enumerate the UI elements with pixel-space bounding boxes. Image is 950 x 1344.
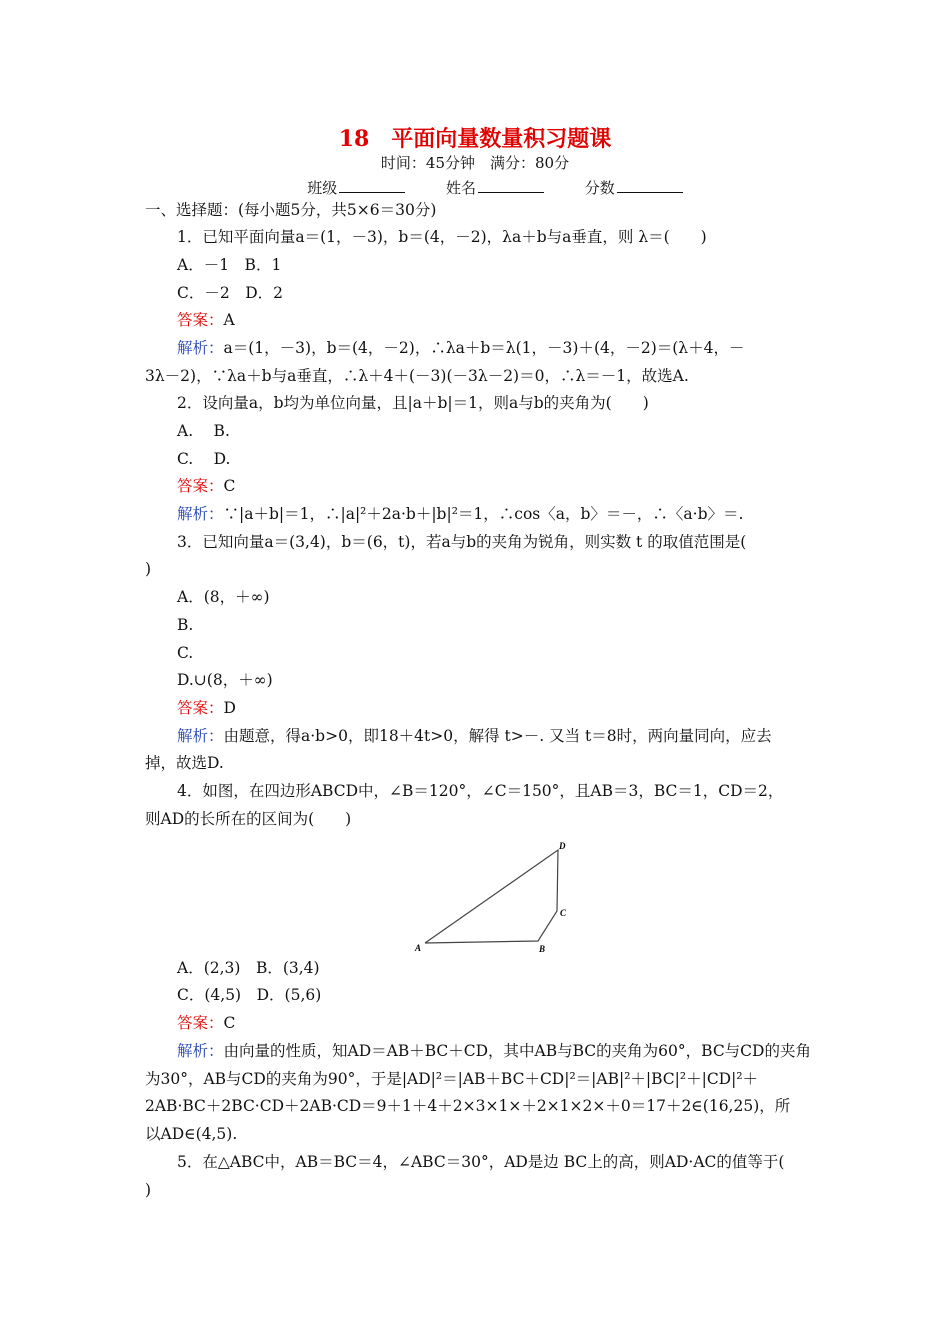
q3-option-d: D.∪(8，＋∞) [177,671,273,689]
q2-analysis: 解析：∵|a＋b|＝1，∴|a|²＋2a·b＋|b|²＝1，∴cos〈a，b〉＝－，∴〈a·b〉＝. [177,505,744,523]
answer-label: 答案： [177,311,224,329]
answer-label: 答案： [177,1014,224,1032]
q1-options-cd: C．－2 D．2 [177,284,284,302]
analysis-label: 解析： [177,505,224,523]
q3-analysis: 解析：由题意，得a·b>0，即18＋4t>0，解得 t>－. 又当 t＝8时，两向量同向，应去 [177,727,772,745]
q5-stem: 5．在△ABC中，AB＝BC＝4，∠ABC＝30°，AD是边 BC上的高，则AD·AC的值等于( [177,1153,785,1171]
q2-stem: 2．设向量a，b均为单位向量，且|a＋b|＝1，则a与b的夹角为( ) [177,394,649,412]
q3-option-a: A．(8，＋∞) [177,588,270,606]
q4-analysis: 解析：由向量的性质，知AD＝AB＋BC＋CD，其中AB与BC的夹角为60°，BC与CD的夹角 [177,1042,811,1060]
q3-answer: 答案：D [177,699,236,717]
exam-time-info: 时间：45分钟 满分：80分 [380,154,570,172]
q5-stem-cont: ) [145,1181,152,1199]
field-score: 分数 [585,177,683,198]
score-blank[interactable] [617,178,683,193]
q4-analysis-cont-2: 2AB·BC＋2BC·CD＋2AB·CD＝9＋1＋4＋2×3×1×＋2×1×2×＋0＝17＋2∈(16,25)，所 [145,1097,791,1115]
q2-options-ab: A. B. [177,422,230,440]
q2-options-cd: C. D. [177,450,231,468]
q3-analysis-cont: 掉，故选D. [145,754,224,772]
q1-answer: 答案：A [177,311,235,329]
quadrilateral-figure [410,838,580,956]
vertex-label-d: D [559,841,566,851]
answer-label: 答案： [177,699,224,717]
vertex-label-c: C [560,908,567,918]
q4-stem-cont: 则AD的长所在的区间为( ) [145,810,352,828]
student-info-fields [20,177,950,198]
q3-option-c: C. [177,644,194,662]
q1-analysis: 解析：a＝(1，－3)，b＝(4，－2)，∴λa＋b＝λ(1，－3)＋(4，－2)＝(λ＋4，－ [177,339,745,357]
quadrilateral-shape [425,850,558,943]
vertex-label-b: B [539,944,546,954]
section-heading: 一、选择题：(每小题5分，共5×6＝30分) [145,201,437,219]
page-title: 18 平面向量数量积习题课 [338,126,612,152]
q3-stem-cont: ) [145,560,152,578]
q2-answer: 答案：C [177,477,236,495]
name-blank[interactable] [478,178,544,193]
analysis-label: 解析： [177,1042,224,1060]
class-blank[interactable] [339,178,405,193]
vertex-label-a: A [415,943,422,953]
q4-analysis-cont-1: 为30°，AB与CD的夹角为90°，于是|AD|²＝|AB＋BC＋CD|²＝|AB|²＋|BC|²＋|CD|²＋ [145,1070,759,1088]
q4-options-cd: C．(4,5) D．(5,6) [177,986,322,1004]
q4-stem: 4．如图，在四边形ABCD中，∠B＝120°，∠C＝150°，且AB＝3，BC＝1，CD＝2， [177,782,784,800]
q1-analysis-cont: 3λ－2)，∵λa＋b与a垂直，∴λ＋4＋(－3)(－3λ－2)＝0，∴λ＝－1，故选A. [145,367,689,385]
q4-answer: 答案：C [177,1014,236,1032]
q4-analysis-cont-3: 以AD∈(4,5). [145,1125,238,1143]
analysis-label: 解析： [177,339,224,357]
q4-options-ab: A．(2,3) B．(3,4) [177,959,320,977]
answer-label: 答案： [177,477,224,495]
field-name: 姓名 [446,177,544,198]
q3-stem: 3．已知向量a＝(3,4)，b＝(6，t)，若a与b的夹角为锐角，则实数 t 的取值范围是( [177,533,747,551]
q1-options-ab: A．－1 B．1 [177,256,282,274]
analysis-label: 解析： [177,727,224,745]
q1-stem: 1．已知平面向量a＝(1，－3)，b＝(4，－2)，λa＋b与a垂直，则 λ＝( ) [177,228,707,246]
field-class: 班级 [307,177,405,198]
q3-option-b: B. [177,616,194,634]
